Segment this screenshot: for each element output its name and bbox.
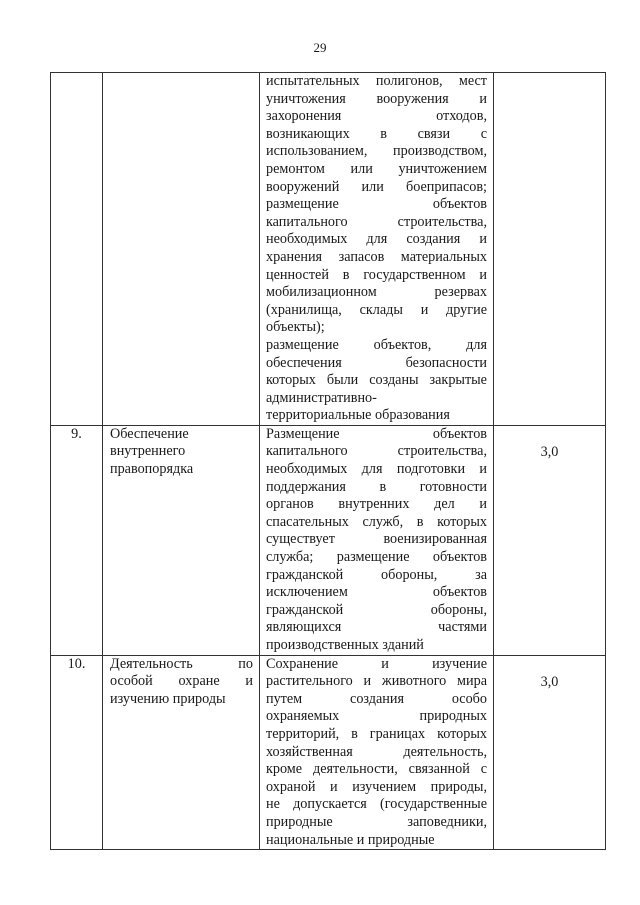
description-line: ремонтом или уничтожением (266, 160, 487, 177)
table-row (51, 73, 606, 426)
classification-code-text (494, 73, 605, 91)
description-line: не допускается (государственные (266, 796, 487, 813)
description-line: капитального строительства, (266, 443, 487, 460)
name-line: правопорядка (110, 461, 194, 478)
description-line: размещение объектов (266, 196, 487, 213)
description-line: путем создания особо (266, 690, 487, 707)
classification-code-text: 3,0 (540, 443, 559, 460)
description-line: национальные и природные (266, 831, 435, 848)
description-line: территориальные образования (266, 407, 450, 424)
description-line: использованием, производством, (266, 143, 487, 160)
table-row (51, 655, 606, 850)
description-line: мобилизационном резервах (266, 284, 487, 301)
activity-description (260, 655, 494, 850)
description-line: необходимых для создания и (266, 231, 487, 248)
description-line: вооружений или боеприпасов; (266, 178, 487, 195)
land-use-table (50, 72, 606, 850)
description-line: возникающих в связи с (266, 125, 487, 142)
description-line: гражданской обороны, (266, 601, 487, 618)
description-line: которых были созданы закрытые (266, 372, 487, 389)
row-number (51, 425, 103, 655)
activity-description (260, 425, 494, 655)
classification-code (494, 73, 606, 426)
description-line: являющихся частями (266, 619, 487, 636)
classification-code-text: 3,0 (540, 673, 559, 690)
description-line: спасательных служб, в которых (266, 513, 487, 530)
row-number (51, 655, 103, 850)
description-line: производственных зданий (266, 637, 424, 653)
description-line: административно- (266, 389, 377, 406)
description-line: растительного и животного мира (266, 673, 487, 690)
description-line: органов внутренних дел и (266, 496, 487, 513)
name-line: Деятельность по (110, 655, 253, 672)
description-line: испытательных полигонов, мест (266, 73, 487, 89)
description-line: существует военизированная (266, 531, 487, 548)
table-row (51, 425, 606, 655)
activity-description (260, 73, 494, 426)
description-line: захоронения отходов, (266, 108, 487, 125)
activity-name (103, 73, 260, 426)
name-line: изучению природы (110, 690, 226, 707)
row-number-text: 9. (71, 425, 82, 442)
description-line: исключением объектов (266, 584, 487, 601)
description-line: территорий, в границах которых (266, 725, 487, 742)
description-line: хранения запасов материальных (266, 248, 487, 265)
table-body (51, 73, 606, 850)
description-line: поддержания в готовности (266, 478, 487, 495)
row-number-text: 10. (67, 655, 86, 672)
row-number (51, 73, 103, 426)
description-line: природные заповедники, (266, 813, 487, 830)
classification-code (494, 425, 606, 655)
description-line: Размещение объектов (266, 425, 487, 442)
description-line: хозяйственная деятельность, (266, 743, 487, 760)
description-line: ценностей в государственном и (266, 266, 487, 283)
name-line: внутреннего (110, 443, 186, 460)
description-line: обеспечения безопасности (266, 354, 487, 371)
description-line: кроме деятельности, связанной с (266, 761, 487, 778)
page-number: 29 (313, 40, 327, 55)
description-line: служба; размещение объектов (266, 549, 487, 566)
description-line: гражданской обороны, за (266, 566, 487, 583)
description-line: уничтожения вооружения и (266, 90, 487, 107)
description-line: капитального строительства, (266, 213, 487, 230)
activity-name (103, 655, 260, 850)
activity-name (103, 425, 260, 655)
name-line: Обеспечение (110, 425, 189, 442)
description-line: объекты); (266, 319, 325, 336)
classification-code (494, 655, 606, 850)
description-line: размещение объектов, для (266, 336, 487, 353)
description-line: охраняемых природных (266, 708, 487, 725)
description-line: (хранилища, склады и другие (266, 301, 487, 318)
description-line: охраной и изучением природы, (266, 778, 487, 795)
description-line: необходимых для подготовки и (266, 461, 487, 478)
description-line: Сохранение и изучение (266, 655, 487, 672)
name-line: особой охране и (110, 673, 253, 690)
